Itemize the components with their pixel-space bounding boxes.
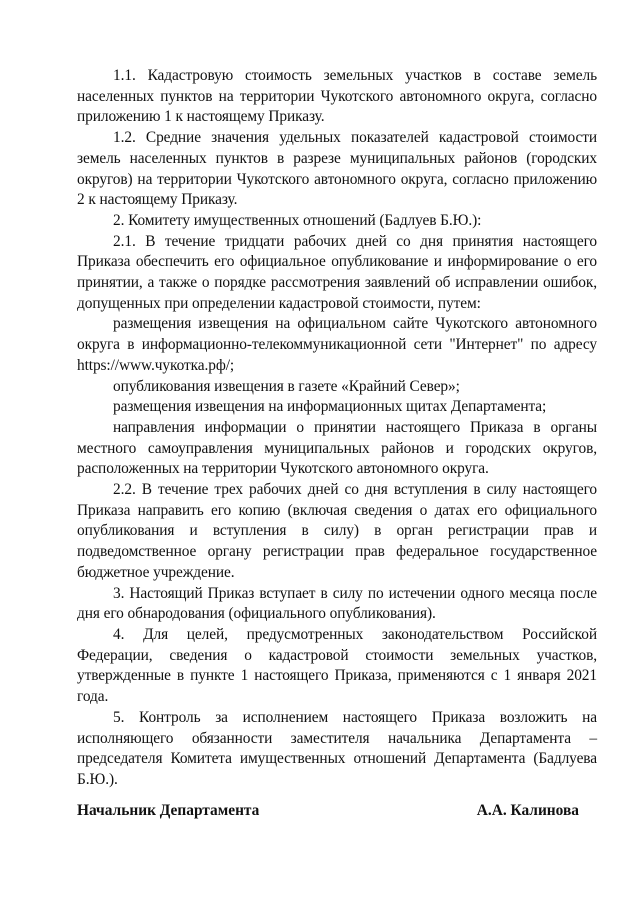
paragraph-4: 4. Для целей, предусмотренных законодательством Российской Федерации, сведения о кадастровой стоимости земельных участков, утвержденные в пункте 1 настоящего Приказа, применяются с 1 января 2021 года. — [77, 625, 597, 706]
signature-block — [77, 800, 579, 822]
paragraph-1-2: 1.2. Средние значения удельных показателей кадастровой стоимости земель населенных пунктов в разрезе муниципальных районов (городских округов) на территории Чукотского автономного округа, согласно приложению 2 к настоящему Приказу. — [77, 129, 597, 209]
paragraph-municipal-notice: направления информации о принятии настоящего Приказа в органы местного самоуправления муниципальных районов и городских округов, расположенных на территории Чукотского автономного округа. — [77, 418, 597, 478]
paragraph-3: 3. Настоящий Приказ вступает в силу по истечении одного месяца после дня его обнародования (официального опубликования). — [77, 584, 597, 623]
paragraph-1-1: 1.1. Кадастровую стоимость земельных участков в составе земель населенных пунктов на территории Чукотского автономного округа, согласно приложению 1 к настоящему Приказу. — [77, 67, 597, 126]
document-body — [77, 66, 597, 791]
paragraph-website-notice: размещения извещения на официальном сайте Чукотского автономного округа в информационно-телекоммуникационной сети "Интернет" по адресу https://www.чукотка.рф/; — [77, 315, 597, 374]
paragraph-board-notice: размещения извещения на информационных щитах Департамента; — [113, 398, 547, 416]
signatory-name: А.А. Калинова — [476, 802, 579, 819]
paragraph-2: 2. Комитету имущественных отношений (Бадлуев Б.Ю.): — [113, 211, 482, 229]
paragraph-newspaper-notice: опубликования извещения в газете «Крайний Север»; — [113, 377, 460, 395]
paragraph-2-1: 2.1. В течение тридцати рабочих дней со дня принятия настоящего Приказа обеспечить его официальное опубликование и информирование о его принятии, а также о порядке рассмотрения заявлений об исправлении ошибок, допущенных при определении кадастровой стоимости, путем: — [77, 232, 597, 312]
paragraph-2-2: 2.2. В течение трех рабочих дней со дня вступления в силу настоящего Приказа направить его копию (включая сведения о датах его официального опубликования и вступления в силу) в орган регистрации прав и подведомственное органу регистрации прав федеральное государственное бюджетное учреждение. — [77, 481, 597, 581]
signatory-role: Начальник Департамента — [77, 802, 260, 819]
paragraph-5: 5. Контроль за исполнением настоящего Приказа возложить на исполняющего обязанности заместителя начальника Департамента – председателя Комитета имущественных отношений Департамента (Бадлуева Б.Ю.). — [77, 708, 597, 788]
